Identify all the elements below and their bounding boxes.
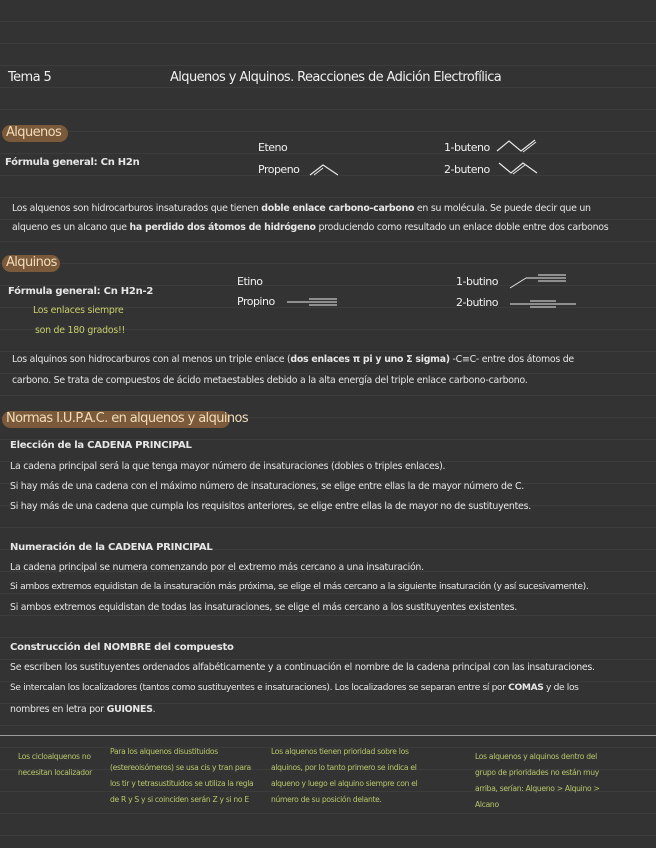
topic-label: Tema 5 (8, 70, 52, 85)
section-heading-alquinos: Alquinos (6, 255, 57, 270)
note-line: son de 180 grados!! (35, 325, 126, 336)
note-line: Los enlaces siempre (33, 305, 124, 316)
footnote: Los alquenos y alquinos dentro del grupo de prioridades no están muy arriba, serían: Alqueno > Alquino > Alcano (475, 752, 600, 809)
propeno-structure-icon (308, 163, 344, 177)
section-heading-alquenos: Alquenos (6, 125, 62, 140)
paragraph-line (12, 222, 608, 233)
paragraph-line (12, 354, 574, 365)
buteno-1-structure-icon (495, 138, 539, 154)
formula-alquenos: Fórmula general: Cn H2n (5, 157, 140, 168)
text-segment: produciendo como resultado un enlace doble entre dos carbonos (315, 222, 609, 233)
paragraph-line (12, 203, 591, 214)
text-segment: . (152, 704, 156, 715)
subsection-title: Construcción del NOMBRE del compuesto (10, 642, 234, 653)
text-segment: Los alquinos son hidrocarburos con al menos un triple enlace ( (12, 354, 291, 365)
butino-2-structure-icon (510, 299, 578, 309)
rule-line: Si hay más de una cadena con el máximo número de insaturaciones, se elige entre ellas la de mayor número de C. (10, 481, 524, 492)
text-segment: Los alquenos son hidrocarburos insaturados que tienen (12, 203, 262, 214)
rule-line (10, 704, 155, 715)
text-segment: Se intercalan los localizadores (tantos como sustituyentes e insaturaciones). Los localizadores se separan entre sí por (10, 683, 509, 693)
rule-line: Si ambos extremos equidistan de la insaturación más próxima, se elige el más cercano a la siguiente insaturación (y así sucesivamente). (10, 582, 589, 592)
rule-line (10, 683, 579, 693)
divider (0, 735, 656, 736)
butino-1-structure-icon (508, 271, 568, 291)
footnote: Para los alquenos disustituidos (estereoisómeros) se usa cis y tran para los tir y tetrasustituidos se utiliza la regla de R y S y si coinciden serán Z y si no E (110, 747, 254, 804)
text-segment: alqueno es un alcano que (12, 222, 130, 233)
text-segment: nombres en letra por (10, 704, 107, 715)
subsection-title: Numeración de la CADENA PRINCIPAL (10, 542, 213, 553)
text-segment: y de los (543, 683, 579, 693)
text-bold: GUIONES (106, 704, 153, 715)
rule-line: Si ambos extremos equidistan de todas las insaturaciones, se elige el más cercano a los sustituyentes existentes. (10, 602, 518, 613)
example-name: Propeno (258, 163, 300, 176)
text-bold: ha perdido dos átomos de hidrógeno (129, 222, 316, 233)
text-bold: doble enlace carbono-carbono (261, 203, 415, 214)
text-segment: en su molécula. Se puede decir que un (414, 203, 591, 214)
example-name: 2-butino (456, 296, 498, 309)
text-bold: COMAS (508, 683, 544, 693)
paragraph-line: carbono. Se trata de compuestos de ácido metaestables debido a la alta energía del triple enlace carbono-carbono. (12, 375, 528, 386)
section-heading-iupac: Normas I.U.P.A.C. en alquenos y alquinos (6, 411, 249, 426)
rule-line: La cadena principal será la que tenga mayor número de insaturaciones (dobles o triples enlaces). (10, 461, 446, 472)
rule-line: Se escriben los sustituyentes ordenados alfabéticamente y a continuación el nombre de la cadena principal con las insaturaciones. (10, 662, 595, 673)
rule-line: Si hay más de una cadena que cumpla los requisitos anteriores, se elige entre ellas la de mayor no de sustituyentes. (10, 501, 531, 512)
text-bold: dos enlaces π pi y uno Σ sigma) (290, 354, 450, 365)
page-title: Alquenos y Alquinos. Reacciones de Adición Electrofílica (170, 70, 502, 85)
text-segment: -C≡C- entre dos átomos de (449, 354, 574, 365)
example-name: 2-buteno (444, 163, 490, 176)
propino-structure-icon (287, 297, 339, 307)
buteno-2-structure-icon (497, 160, 541, 176)
example-name: Etino (237, 275, 263, 288)
formula-alquinos: Fórmula general: Cn H2n-2 (8, 286, 154, 297)
example-name: Eteno (258, 141, 288, 154)
footnote: Los alquenos tienen prioridad sobre los alquinos, por lo tanto primero se indica el alqueno y luego el alquino siempre con el número de su posición delante. (271, 747, 418, 804)
rule-line: La cadena principal se numera comenzando por el extremo más cercano a una insaturación. (10, 562, 424, 573)
footnote: Los cicloalquenos no necesitan localizador (18, 752, 92, 777)
example-name: 1-butino (456, 275, 498, 288)
example-name: Propino (237, 295, 275, 308)
example-name: 1-buteno (444, 141, 490, 154)
subsection-title: Elección de la CADENA PRINCIPAL (10, 440, 192, 451)
